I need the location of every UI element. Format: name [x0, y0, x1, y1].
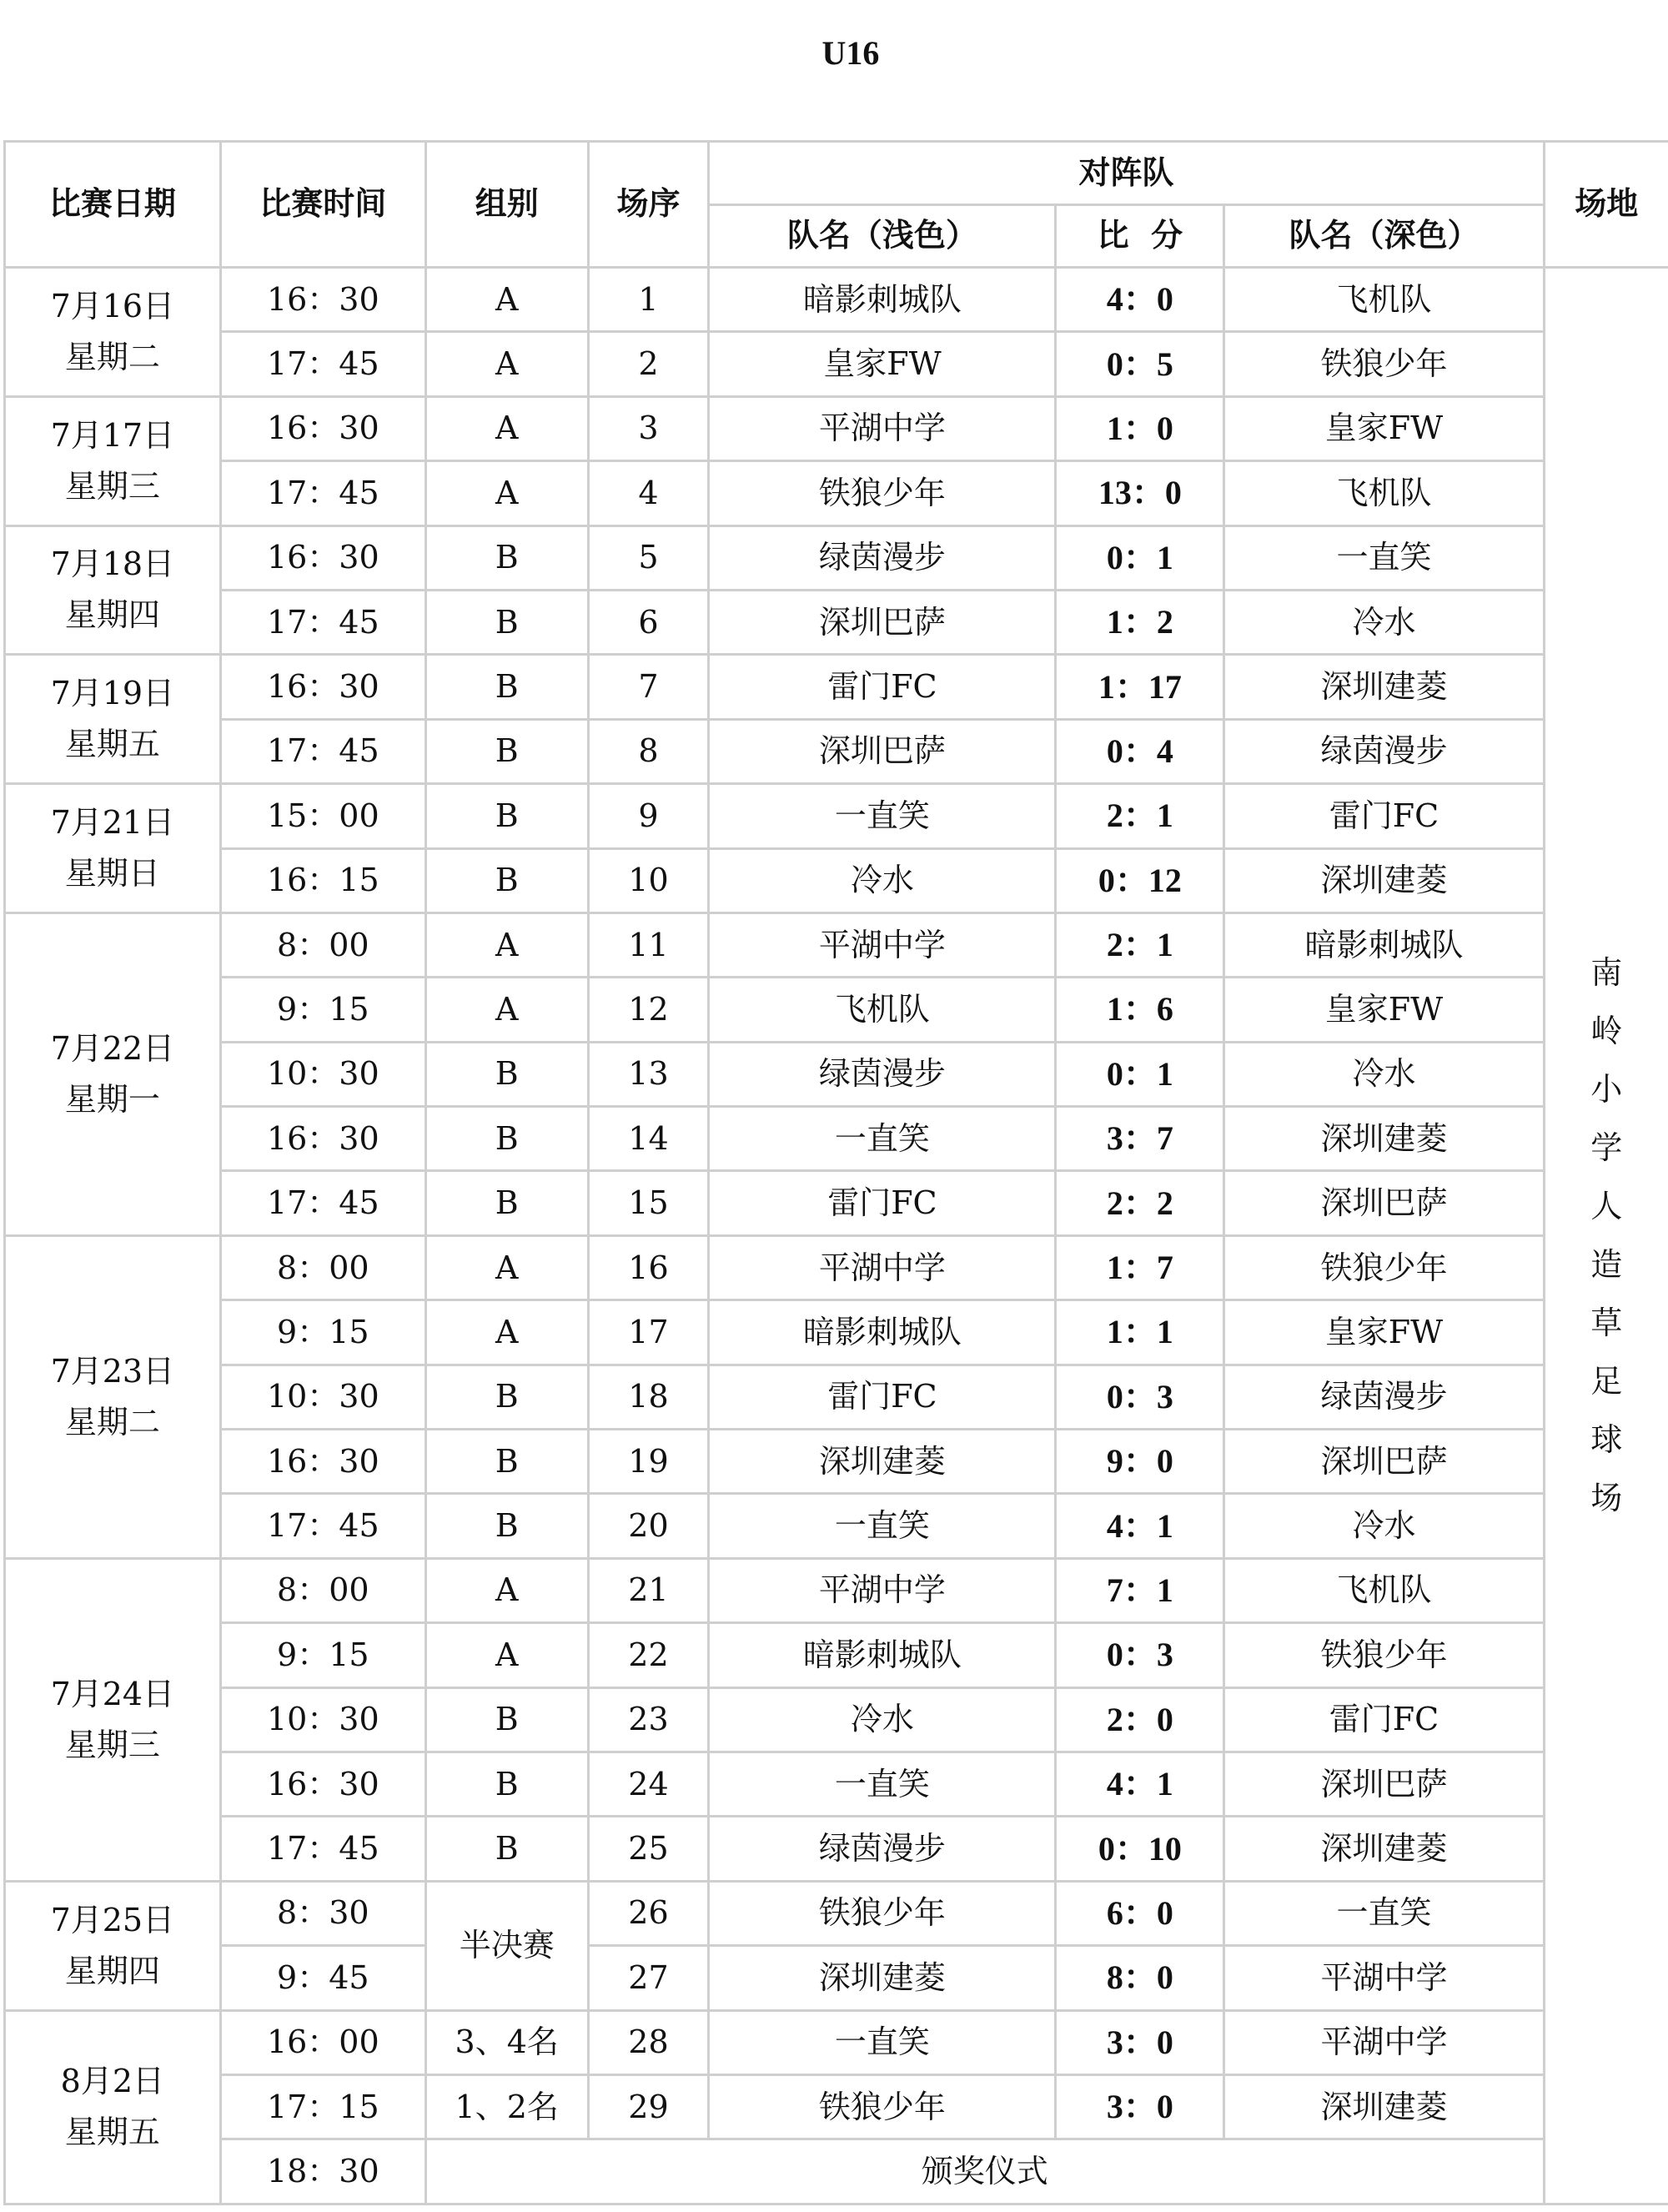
time-cell: 8：00 — [220, 912, 425, 977]
score-cell: 6：0 — [1056, 1881, 1224, 1945]
group-cell: B — [425, 525, 588, 590]
team-light-cell: 飞机队 — [709, 978, 1056, 1042]
date-text: 7月19日 — [50, 675, 175, 712]
match-no-cell: 24 — [588, 1752, 709, 1816]
group-cell: B — [425, 1107, 588, 1171]
time-cell: 16：30 — [220, 655, 425, 719]
score-cell: 0：3 — [1056, 1365, 1224, 1429]
group-cell: A — [425, 1235, 588, 1300]
team-dark-cell: 铁狼少年 — [1224, 332, 1544, 396]
team-dark-cell: 冷水 — [1224, 1494, 1544, 1558]
team-dark-cell: 雷门FC — [1224, 784, 1544, 848]
date-cell — [5, 2010, 221, 2204]
match-row — [5, 1042, 1668, 1106]
score-cell: 0：4 — [1056, 719, 1224, 783]
score-cell: 2：1 — [1056, 912, 1224, 977]
time-cell: 8：30 — [220, 1881, 425, 1945]
score-cell: 2：1 — [1056, 784, 1224, 848]
time-cell: 17：45 — [220, 1817, 425, 1881]
match-row — [5, 2074, 1668, 2139]
team-dark-cell: 铁狼少年 — [1224, 1235, 1544, 1300]
page-title: U16 — [821, 34, 880, 72]
time-cell: 17：45 — [220, 461, 425, 525]
header-team-dark: 队名（深色） — [1224, 205, 1544, 268]
group-cell: B — [425, 719, 588, 783]
team-dark-cell: 飞机队 — [1224, 268, 1544, 332]
date-text: 7月17日 — [50, 416, 175, 454]
team-dark-cell: 深圳巴萨 — [1224, 1752, 1544, 1816]
team-dark-cell: 深圳建菱 — [1224, 848, 1544, 912]
schedule-body — [5, 268, 1668, 2204]
weekday-text: 星期二 — [64, 338, 160, 375]
group-cell: B — [425, 1494, 588, 1558]
team-dark-cell: 平湖中学 — [1224, 2010, 1544, 2074]
group-cell: A — [425, 1300, 588, 1365]
time-cell: 16：30 — [220, 396, 425, 460]
team-dark-cell: 飞机队 — [1224, 1558, 1544, 1622]
time-cell: 16：30 — [220, 1107, 425, 1171]
time-cell: 8：00 — [220, 1235, 425, 1300]
header-score: 比 分 — [1056, 205, 1224, 268]
group-cell: B — [425, 1430, 588, 1494]
match-no-cell: 20 — [588, 1494, 709, 1558]
score-cell: 7：1 — [1056, 1558, 1224, 1622]
team-dark-cell: 一直笑 — [1224, 1881, 1544, 1945]
team-light-cell: 一直笑 — [709, 784, 1056, 848]
score-cell: 0：10 — [1056, 1817, 1224, 1881]
weekday-text: 星期三 — [64, 1726, 160, 1763]
weekday-text: 星期四 — [64, 1952, 160, 1989]
weekday-text: 星期五 — [64, 2114, 160, 2151]
group-cell: A — [425, 1558, 588, 1622]
team-light-cell: 雷门FC — [709, 1365, 1056, 1429]
time-cell: 17：45 — [220, 1494, 425, 1558]
match-row — [5, 1300, 1668, 1365]
team-dark-cell: 皇家FW — [1224, 396, 1544, 460]
team-dark-cell: 皇家FW — [1224, 1300, 1544, 1365]
match-no-cell: 22 — [588, 1623, 709, 1687]
group-cell: B — [425, 1365, 588, 1429]
match-no-cell: 29 — [588, 2074, 709, 2139]
header-team-light: 队名（浅色） — [709, 205, 1056, 268]
team-light-cell: 雷门FC — [709, 1171, 1056, 1235]
time-cell: 17：45 — [220, 332, 425, 396]
group-cell: B — [425, 655, 588, 719]
score-cell: 1：1 — [1056, 1300, 1224, 1365]
time-cell: 17：45 — [220, 719, 425, 783]
match-no-cell: 1 — [588, 268, 709, 332]
match-no-cell: 11 — [588, 912, 709, 977]
score-cell: 13：0 — [1056, 461, 1224, 525]
time-cell: 9：15 — [220, 1300, 425, 1365]
team-dark-cell: 深圳建菱 — [1224, 655, 1544, 719]
match-no-cell: 13 — [588, 1042, 709, 1106]
team-light-cell: 暗影刺城队 — [709, 268, 1056, 332]
score-cell: 4：0 — [1056, 268, 1224, 332]
match-no-cell: 15 — [588, 1171, 709, 1235]
group-cell: B — [425, 1171, 588, 1235]
header-time: 比赛时间 — [220, 142, 425, 268]
score-cell: 1：6 — [1056, 978, 1224, 1042]
team-light-cell: 深圳建菱 — [709, 1430, 1056, 1494]
team-dark-cell: 绿茵漫步 — [1224, 719, 1544, 783]
team-light-cell: 一直笑 — [709, 1107, 1056, 1171]
team-light-cell: 雷门FC — [709, 655, 1056, 719]
match-no-cell: 4 — [588, 461, 709, 525]
group-cell: B — [425, 848, 588, 912]
team-light-cell: 绿茵漫步 — [709, 525, 1056, 590]
team-dark-cell: 深圳巴萨 — [1224, 1171, 1544, 1235]
team-dark-cell: 皇家FW — [1224, 978, 1544, 1042]
match-no-cell: 27 — [588, 1946, 709, 2010]
score-cell: 0：1 — [1056, 1042, 1224, 1106]
match-no-cell: 25 — [588, 1817, 709, 1881]
match-no-cell: 18 — [588, 1365, 709, 1429]
team-dark-cell: 平湖中学 — [1224, 1946, 1544, 2010]
match-row — [5, 1107, 1668, 1171]
match-row — [5, 1494, 1668, 1558]
match-row — [5, 590, 1668, 654]
team-dark-cell: 深圳建菱 — [1224, 2074, 1544, 2139]
date-cell — [5, 655, 221, 784]
date-cell — [5, 1881, 221, 2010]
score-cell: 0：12 — [1056, 848, 1224, 912]
score-cell: 3：7 — [1056, 1107, 1224, 1171]
match-no-cell: 10 — [588, 848, 709, 912]
weekday-text: 星期一 — [64, 1080, 160, 1118]
venue-text: 南岭小学人造草足球场 — [1590, 954, 1623, 1517]
time-cell: 16：30 — [220, 1752, 425, 1816]
score-cell: 1：7 — [1056, 1235, 1224, 1300]
group-cell: A — [425, 332, 588, 396]
team-dark-cell: 深圳建菱 — [1224, 1107, 1544, 1171]
venue-cell — [1544, 268, 1668, 2204]
team-light-cell: 平湖中学 — [709, 1558, 1056, 1622]
weekday-text: 星期二 — [64, 1403, 160, 1440]
time-cell: 16：00 — [220, 2010, 425, 2074]
time-cell: 16：30 — [220, 1430, 425, 1494]
header-date: 比赛日期 — [5, 142, 221, 268]
group-cell: B — [425, 1817, 588, 1881]
score-cell: 3：0 — [1056, 2074, 1224, 2139]
match-row — [5, 1817, 1668, 1881]
group-cell: A — [425, 912, 588, 977]
match-row — [5, 1623, 1668, 1687]
team-light-cell: 一直笑 — [709, 1494, 1056, 1558]
team-light-cell: 绿茵漫步 — [709, 1817, 1056, 1881]
date-cell — [5, 525, 221, 655]
group-cell: A — [425, 396, 588, 460]
match-no-cell: 7 — [588, 655, 709, 719]
score-cell: 2：2 — [1056, 1171, 1224, 1235]
match-row — [5, 1235, 1668, 1300]
team-light-cell: 一直笑 — [709, 2010, 1056, 2074]
group-cell: 1、2名 — [425, 2074, 588, 2139]
date-cell — [5, 912, 221, 1235]
match-no-cell: 26 — [588, 1881, 709, 1945]
team-light-cell: 暗影刺城队 — [709, 1300, 1056, 1365]
date-cell — [5, 1235, 221, 1558]
team-dark-cell: 冷水 — [1224, 1042, 1544, 1106]
weekday-text: 星期四 — [64, 596, 160, 634]
score-cell: 0：1 — [1056, 525, 1224, 590]
score-cell: 1：17 — [1056, 655, 1224, 719]
date-text: 7月23日 — [50, 1352, 175, 1390]
time-cell: 9：45 — [220, 1946, 425, 2010]
weekday-text: 星期五 — [64, 726, 160, 763]
score-cell: 0：5 — [1056, 332, 1224, 396]
time-cell: 15：00 — [220, 784, 425, 848]
team-light-cell: 平湖中学 — [709, 912, 1056, 977]
ceremony-label: 颁奖仪式 — [425, 2139, 1544, 2204]
date-text: 8月2日 — [60, 2063, 165, 2100]
team-light-cell: 冷水 — [709, 848, 1056, 912]
match-row — [5, 461, 1668, 525]
match-row — [5, 848, 1668, 912]
match-row — [5, 719, 1668, 783]
time-cell: 17：45 — [220, 1171, 425, 1235]
team-light-cell: 暗影刺城队 — [709, 1623, 1056, 1687]
group-cell: A — [425, 461, 588, 525]
team-light-cell: 深圳巴萨 — [709, 719, 1056, 783]
group-cell: 3、4名 — [425, 2010, 588, 2074]
group-cell: B — [425, 590, 588, 654]
time-cell: 10：30 — [220, 1365, 425, 1429]
match-no-cell: 6 — [588, 590, 709, 654]
ceremony-row — [5, 2139, 1668, 2204]
match-row — [5, 525, 1668, 590]
group-cell: A — [425, 268, 588, 332]
team-dark-cell: 绿茵漫步 — [1224, 1365, 1544, 1429]
group-cell: B — [425, 1687, 588, 1752]
match-row — [5, 1881, 1668, 1945]
team-light-cell: 铁狼少年 — [709, 2074, 1056, 2139]
team-dark-cell: 一直笑 — [1224, 525, 1544, 590]
team-light-cell: 深圳巴萨 — [709, 590, 1056, 654]
match-no-cell: 8 — [588, 719, 709, 783]
match-row — [5, 2010, 1668, 2074]
score-cell: 3：0 — [1056, 2010, 1224, 2074]
team-light-cell: 平湖中学 — [709, 1235, 1056, 1300]
time-cell: 8：00 — [220, 1558, 425, 1622]
date-text: 7月21日 — [50, 803, 175, 841]
score-cell: 9：0 — [1056, 1430, 1224, 1494]
match-no-cell: 12 — [588, 978, 709, 1042]
match-row — [5, 1946, 1668, 2010]
match-no-cell: 23 — [588, 1687, 709, 1752]
group-cell: A — [425, 1623, 588, 1687]
team-dark-cell: 铁狼少年 — [1224, 1623, 1544, 1687]
date-text: 7月25日 — [50, 1901, 175, 1938]
match-row — [5, 1365, 1668, 1429]
score-cell: 1：2 — [1056, 590, 1224, 654]
time-cell: 9：15 — [220, 1623, 425, 1687]
team-light-cell: 绿茵漫步 — [709, 1042, 1056, 1106]
match-no-cell: 3 — [588, 396, 709, 460]
score-cell: 4：1 — [1056, 1752, 1224, 1816]
match-row — [5, 1430, 1668, 1494]
team-light-cell: 铁狼少年 — [709, 461, 1056, 525]
header-match-no: 场序 — [588, 142, 709, 268]
match-row — [5, 396, 1668, 460]
match-row — [5, 1171, 1668, 1235]
group-cell: B — [425, 1752, 588, 1816]
schedule-table — [3, 140, 1668, 2205]
team-dark-cell: 深圳建菱 — [1224, 1817, 1544, 1881]
date-cell — [5, 268, 221, 397]
time-cell: 16：15 — [220, 848, 425, 912]
time-cell: 16：30 — [220, 268, 425, 332]
team-dark-cell: 暗影刺城队 — [1224, 912, 1544, 977]
group-cell: A — [425, 978, 588, 1042]
match-no-cell: 28 — [588, 2010, 709, 2074]
score-cell: 2：0 — [1056, 1687, 1224, 1752]
time-cell: 16：30 — [220, 525, 425, 590]
team-light-cell: 铁狼少年 — [709, 1881, 1056, 1945]
time-cell: 9：15 — [220, 978, 425, 1042]
score-cell: 1：0 — [1056, 396, 1224, 460]
time-cell: 18：30 — [220, 2139, 425, 2204]
team-dark-cell: 冷水 — [1224, 590, 1544, 654]
match-row — [5, 1687, 1668, 1752]
match-row — [5, 655, 1668, 719]
date-text: 7月18日 — [50, 545, 175, 583]
match-no-cell: 19 — [588, 1430, 709, 1494]
time-cell: 17：15 — [220, 2074, 425, 2139]
match-no-cell: 14 — [588, 1107, 709, 1171]
match-no-cell: 2 — [588, 332, 709, 396]
group-cell: B — [425, 784, 588, 848]
team-dark-cell: 飞机队 — [1224, 461, 1544, 525]
date-cell — [5, 784, 221, 913]
match-no-cell: 5 — [588, 525, 709, 590]
date-cell — [5, 1558, 221, 1881]
match-no-cell: 16 — [588, 1235, 709, 1300]
header-venue: 场地 — [1544, 142, 1668, 268]
header-group: 组别 — [425, 142, 588, 268]
match-row — [5, 1558, 1668, 1622]
match-row — [5, 978, 1668, 1042]
team-light-cell: 平湖中学 — [709, 396, 1056, 460]
team-light-cell: 深圳建菱 — [709, 1946, 1056, 2010]
match-row — [5, 1752, 1668, 1816]
date-text: 7月22日 — [50, 1029, 175, 1067]
match-no-cell: 21 — [588, 1558, 709, 1622]
time-cell: 10：30 — [220, 1042, 425, 1106]
match-no-cell: 9 — [588, 784, 709, 848]
match-row — [5, 784, 1668, 848]
score-cell: 0：3 — [1056, 1623, 1224, 1687]
weekday-text: 星期日 — [64, 855, 160, 892]
date-text: 7月16日 — [50, 287, 175, 324]
score-cell: 8：0 — [1056, 1946, 1224, 2010]
date-text: 7月24日 — [50, 1675, 175, 1712]
match-no-cell: 17 — [588, 1300, 709, 1365]
weekday-text: 星期三 — [64, 467, 160, 505]
team-light-cell: 皇家FW — [709, 332, 1056, 396]
team-light-cell: 一直笑 — [709, 1752, 1056, 1816]
team-light-cell: 冷水 — [709, 1687, 1056, 1752]
date-cell — [5, 396, 221, 525]
group-cell: B — [425, 1042, 588, 1106]
match-row — [5, 332, 1668, 396]
team-dark-cell: 雷门FC — [1224, 1687, 1544, 1752]
team-dark-cell: 深圳巴萨 — [1224, 1430, 1544, 1494]
time-cell: 10：30 — [220, 1687, 425, 1752]
match-row — [5, 268, 1668, 332]
time-cell: 17：45 — [220, 590, 425, 654]
match-row — [5, 912, 1668, 977]
score-cell: 4：1 — [1056, 1494, 1224, 1558]
group-cell: 半决赛 — [425, 1881, 588, 2010]
header-matchup: 对阵队 — [709, 142, 1544, 205]
